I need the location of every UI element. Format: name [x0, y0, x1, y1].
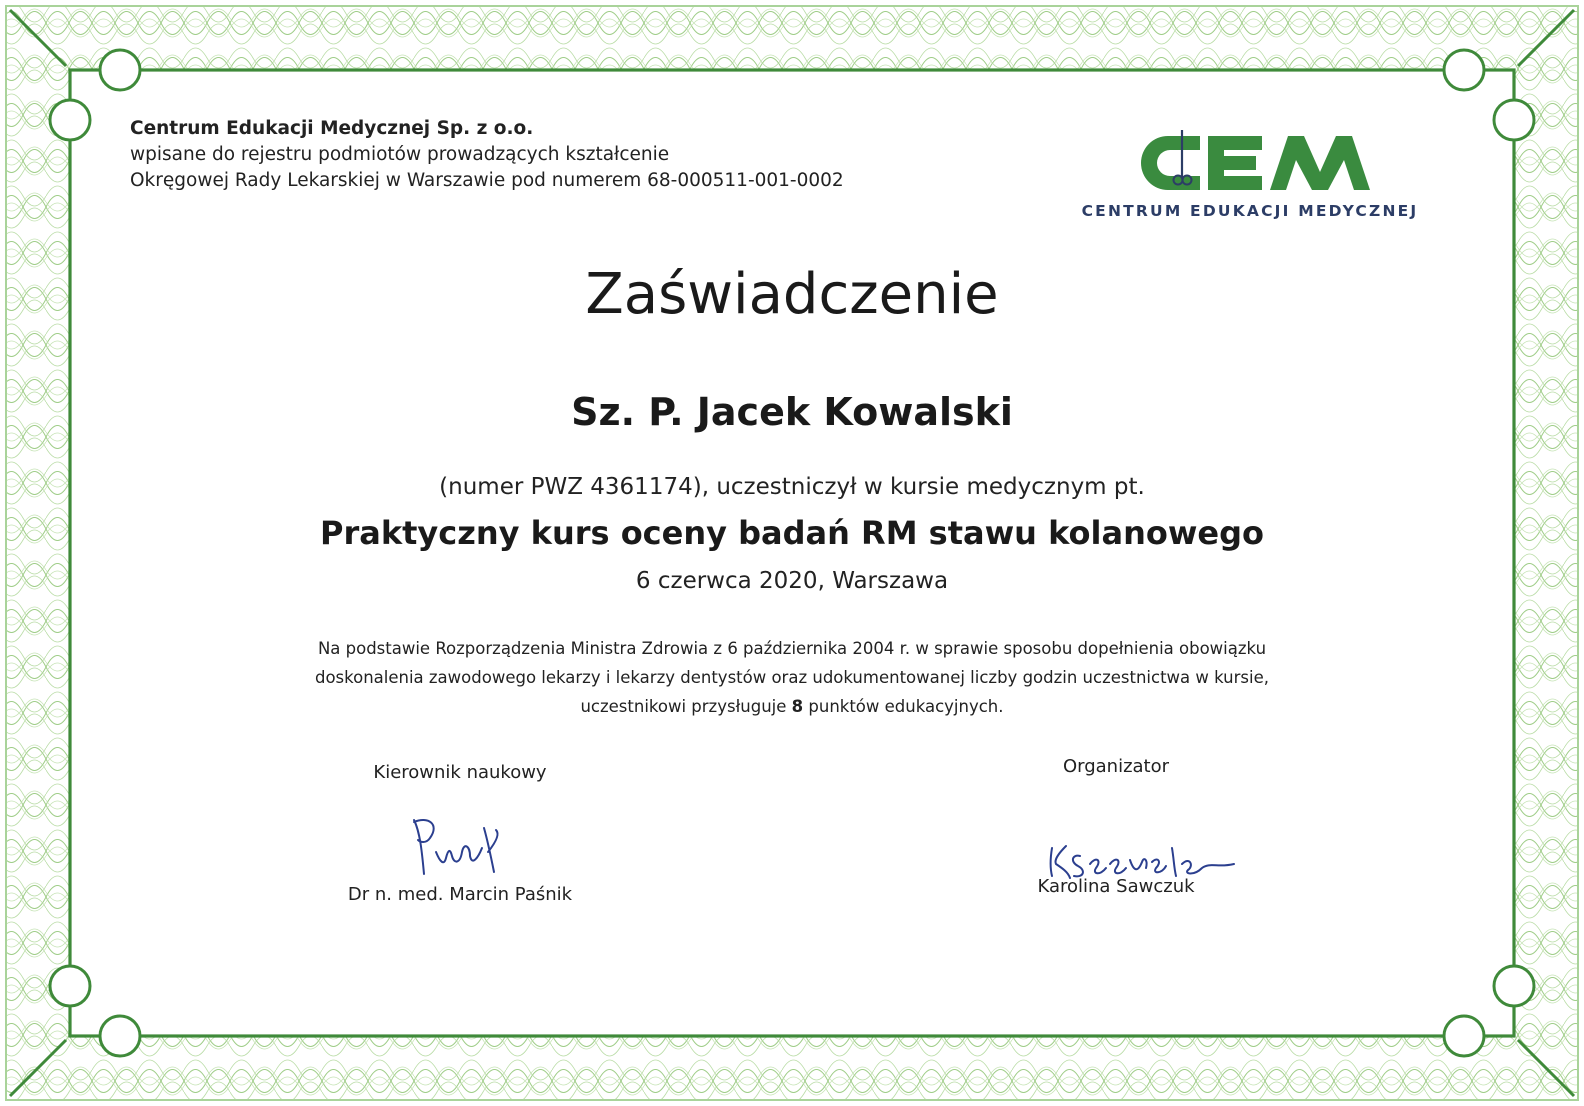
issuer-name: Centrum Edukacji Medycznej Sp. z o.o.: [130, 118, 534, 139]
legal-line-3-end: punktów edukacyjnych.: [803, 697, 1004, 716]
issuer-registry-line: wpisane do rejestru podmiotów prowadzących kształcenie: [130, 144, 670, 165]
education-points: 8: [791, 697, 804, 716]
cem-logo: [1060, 128, 1460, 238]
cem-logo-mark: [1138, 128, 1378, 198]
cem-logo-caption: CENTRUM EDUKACJI MEDYCZNEJ: [1081, 202, 1419, 220]
legal-line-2: doskonalenia zawodowego lekarzy i lekarzy dentystów oraz udokumentowanej liczby godzin uczestnictwa w kursie,: [314, 668, 1270, 687]
date-place: 6 czerwca 2020, Warszawa: [635, 568, 949, 594]
legal-basis-text: [230, 634, 1354, 721]
course-title: Praktyczny kurs oceny badań RM stawu kolanowego: [320, 514, 1264, 552]
issuer-registry-number-line: Okręgowej Rady Lekarskiej w Warszawie pod numerem 68-000511-001-0002: [130, 170, 844, 191]
organizer-name: Karolina Sawczuk: [1037, 876, 1195, 897]
organizer-role: Organizator: [1062, 756, 1170, 777]
recipient-name: Sz. P. Jacek Kowalski: [571, 390, 1013, 434]
pwz-line: (numer PWZ 4361174), uczestniczył w kursie medycznym pt.: [439, 474, 1145, 500]
legal-line-1: Na podstawie Rozporządzenia Ministra Zdrowia z 6 października 2004 r. w sprawie sposobu dopełnienia obowiązku: [317, 639, 1267, 658]
scientific-director-signature: [400, 812, 520, 882]
legal-line-3-start: uczestnikowi przysługuje: [580, 697, 792, 716]
certificate-title: Zaświadczenie: [585, 262, 999, 327]
scientific-director-role: Kierownik naukowy: [373, 762, 547, 783]
issuer-block: [130, 116, 844, 194]
legal-line-3: [230, 692, 1354, 721]
scientific-director-name: Dr n. med. Marcin Paśnik: [347, 884, 573, 905]
